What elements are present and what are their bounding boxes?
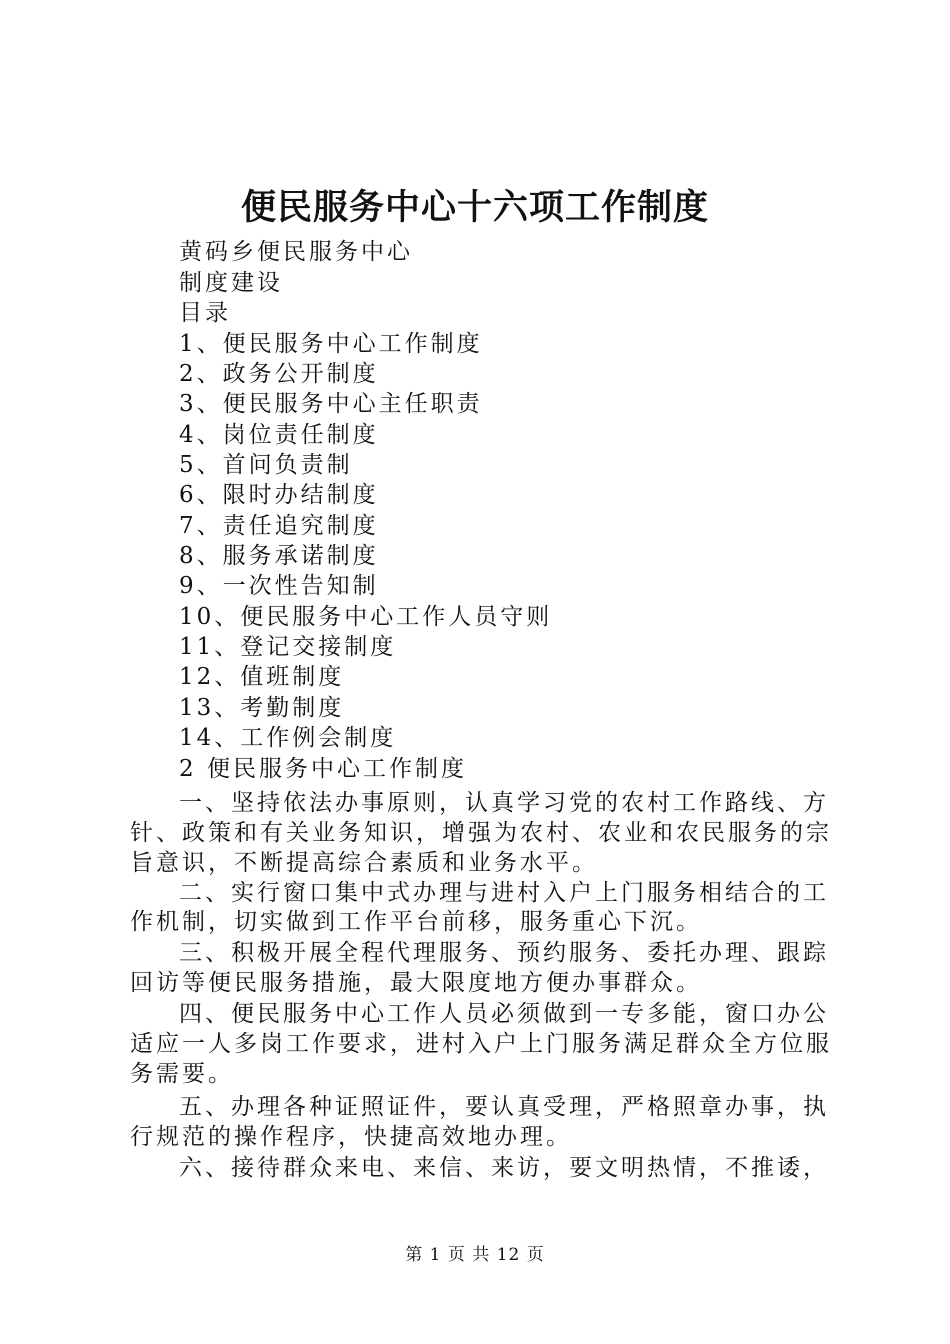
toc-item: 4、岗位责任制度	[179, 422, 379, 448]
toc-item: 10、便民服务中心工作人员守则	[179, 604, 553, 630]
paragraph-line: 三、积极开展全程代理服务、预约服务、委托办理、跟踪	[179, 940, 829, 966]
toc-heading: 目录	[179, 300, 231, 326]
paragraph-line: 一、坚持依法办事原则，认真学习党的农村工作路线、方	[179, 790, 829, 816]
paragraph-line: 五、办理各种证照证件，要认真受理，严格照章办事，执	[179, 1094, 829, 1120]
toc-item: 1、便民服务中心工作制度	[179, 331, 483, 357]
toc-item: 13、考勤制度	[179, 695, 345, 721]
toc-item: 12、值班制度	[179, 664, 345, 690]
toc-item: 3、便民服务中心主任职责	[179, 391, 483, 417]
document-title: 便民服务中心十六项工作制度	[240, 188, 709, 228]
org-name: 黄码乡便民服务中心	[179, 239, 413, 265]
paragraph-line: 六、接待群众来电、来信、来访，要文明热情，不推诿，	[179, 1155, 829, 1181]
toc-item: 5、首问负责制	[179, 452, 353, 478]
toc-item: 6、限时办结制度	[179, 482, 379, 508]
toc-item: 8、服务承诺制度	[179, 543, 379, 569]
paragraph-line: 行规范的操作程序，快捷高效地办理。	[130, 1124, 572, 1150]
toc-item: 2、政务公开制度	[179, 361, 379, 387]
paragraph-line: 针、政策和有关业务知识，增强为农村、农业和农民服务的宗	[130, 820, 832, 846]
page-footer: 第 1 页 共 12 页	[405, 1245, 545, 1265]
section-label: 制度建设	[179, 270, 283, 296]
paragraph-line: 适应一人多岗工作要求，进村入户上门服务满足群众全方位服	[130, 1031, 832, 1057]
paragraph-line: 旨意识，不断提高综合素质和业务水平。	[130, 850, 598, 876]
paragraph-line: 作机制，切实做到工作平台前移，服务重心下沉。	[130, 909, 702, 935]
toc-item: 9、一次性告知制	[179, 573, 379, 599]
paragraph-line: 四、便民服务中心工作人员必须做到一专多能，窗口办公	[179, 1001, 829, 1027]
toc-item: 14、工作例会制度	[179, 725, 397, 751]
toc-item: 7、责任追究制度	[179, 513, 379, 539]
paragraph-line: 回访等便民服务措施，最大限度地方便办事群众。	[130, 970, 702, 996]
paragraph-line: 二、实行窗口集中式办理与进村入户上门服务相结合的工	[179, 880, 829, 906]
toc-item: 11、登记交接制度	[179, 634, 397, 660]
paragraph-line: 务需要。	[130, 1061, 234, 1087]
chapter-heading: 2 便民服务中心工作制度	[179, 756, 467, 782]
